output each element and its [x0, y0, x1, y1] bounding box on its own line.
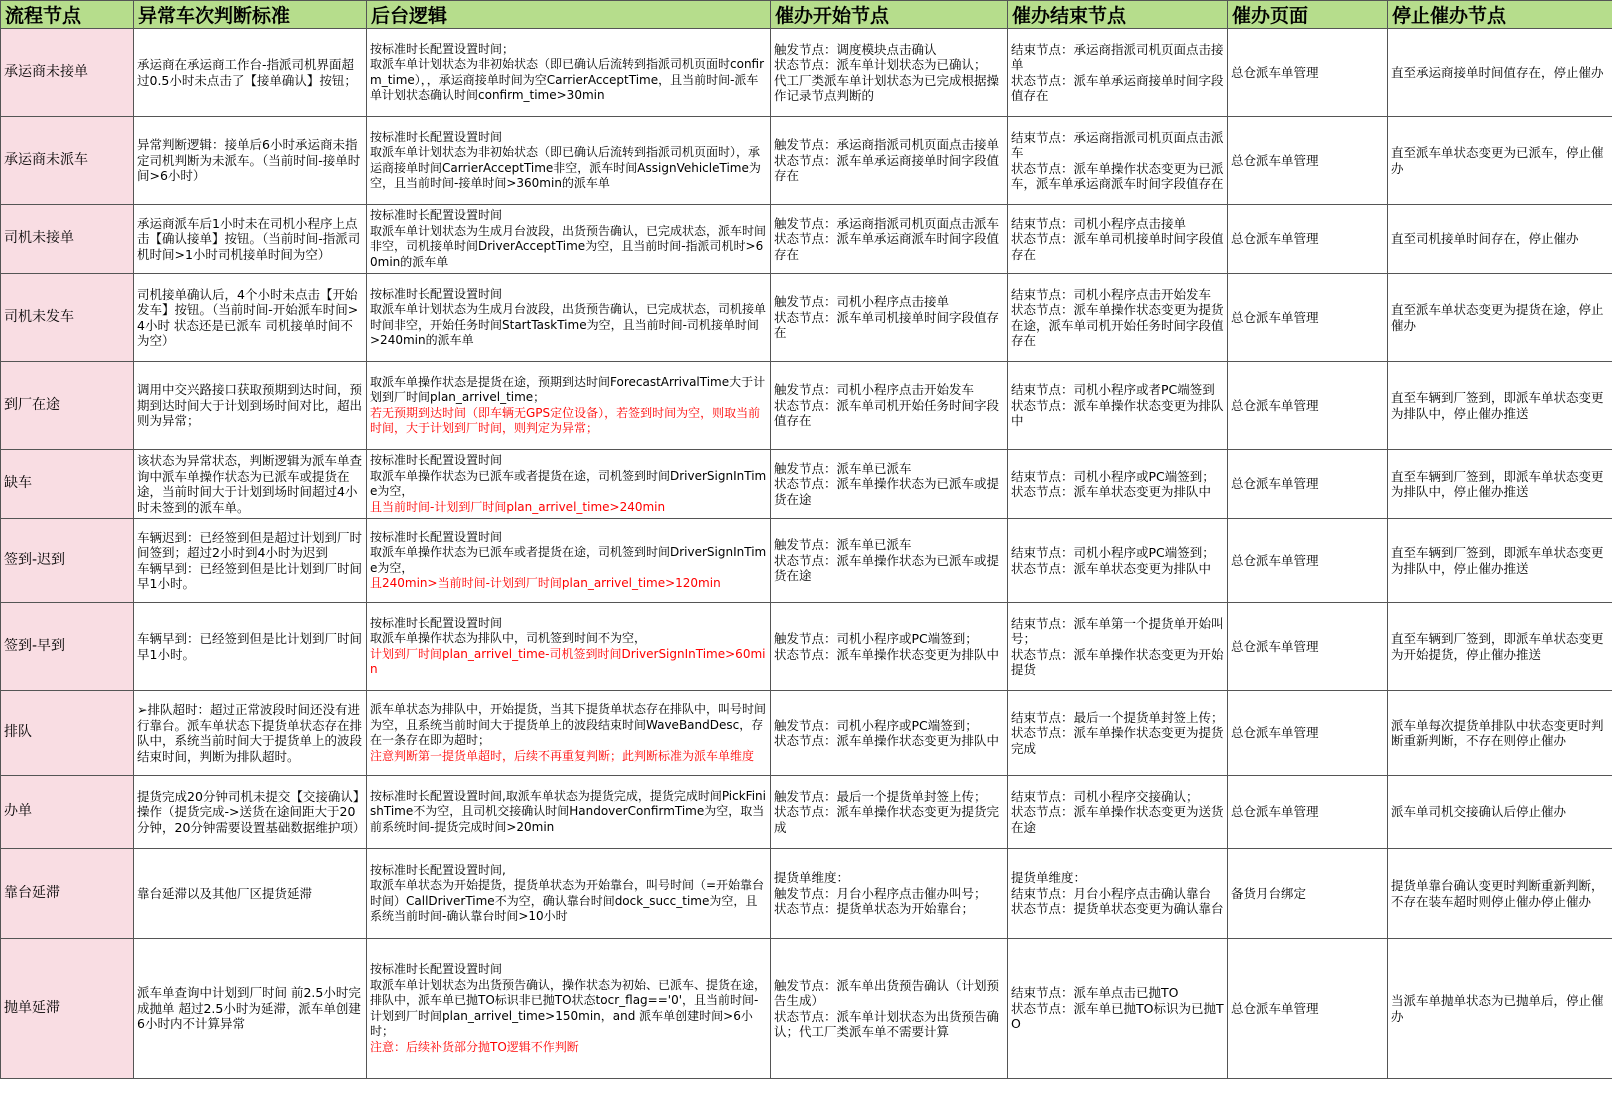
cell-start-node: 触发节点：派车单已派车 状态节点：派车单操作状态为已派车或提货在途 [771, 450, 1008, 519]
table-row [1, 362, 1612, 450]
cell-start-node: 提货单维度： 触发节点：月台小程序点击催办叫号； 状态节点：提货单状态为开始靠台； [771, 849, 1008, 939]
cell-stop-node: 直至司机接单时间存在，停止催办 [1388, 205, 1612, 274]
header-cell-process-node: 流程节点 [1, 1, 134, 29]
cell-criteria: ➢排队超时：超过正常波段时间还没有进行靠台。派车单状态下提货单状态存在排队中，系统当前时间大于提货单上的波段结束时间，判断为排队超时。 [134, 691, 367, 776]
cell-end-node: 结束节点：司机小程序或者PC端签到 状态节点：派车单操作状态变更为排队中 [1008, 362, 1228, 450]
cell-criteria: 承运商派车后1小时未在司机小程序上点击【确认接单】按钮。（当前时间-指派司机时间>1小时司机接单时间为空） [134, 205, 367, 274]
cell-page: 总仓派车单管理 [1228, 519, 1388, 603]
cell-stop-node: 直至承运商接单时间值存在，停止催办 [1388, 29, 1612, 117]
cell-start-node: 触发节点：司机小程序或PC端签到； 状态节点：派车单操作状态变更为排队中 [771, 691, 1008, 776]
cell-page: 总仓派车单管理 [1228, 117, 1388, 205]
logic-highlight-text: 注意判断第一提货单超时，后续不再重复判断；此判断标准为派车单维度 [370, 748, 755, 763]
cell-criteria: 承运商在承运商工作台-指派司机界面超过0.5小时未点击了【接单确认】按钮； [134, 29, 367, 117]
header-cell-stop-node: 停止催办节点 [1388, 1, 1612, 29]
cell-stop-node: 直至车辆到厂签到，即派车单状态变更为排队中，停止催办推送 [1388, 519, 1612, 603]
cell-criteria: 提货完成20分钟司机未提交【交接确认】操作（提货完成->送货在途间距大于20分钟，20分钟需要设置基础数据维护项） [134, 776, 367, 849]
table-row [1, 29, 1612, 117]
cell-start-node: 触发节点：司机小程序点击接单 状态节点：派车单司机接单时间字段值存在 [771, 274, 1008, 362]
cell-start-node: 触发节点：调度模块点击确认 状态节点：派车单计划状态为已确认； 代工厂类派车单计划状态为已完成根据操作记录节点判断的 [771, 29, 1008, 117]
cell-end-node: 结束节点：司机小程序或PC端签到； 状态节点：派车单状态变更为排队中 [1008, 519, 1228, 603]
header-cell-backend-logic: 后台逻辑 [367, 1, 771, 29]
table-row [1, 849, 1612, 939]
cell-backend-logic [367, 450, 771, 519]
header-cell-page: 催办页面 [1228, 1, 1388, 29]
cell-backend-logic [367, 205, 771, 274]
logic-text: 按标准时长配置设置时间 取派车单计划状态为生成月台波段，出货预告确认，已完成状态，派车时间非空，司机接单时间DriverAcceptTime为空，且当前时间-指派司机时>60min的派车单 [370, 208, 767, 269]
cell-backend-logic [367, 362, 771, 450]
logic-highlight-text: 若无预期到达时间（即车辆无GPS定位设备），若签到时间为空，则取当前时间，大于计划到厂时间，则判定为异常； [370, 405, 761, 435]
logic-text: 按标准时长配置设置时间,取派车单状态为提货完成，提货完成时间PickFinishTime不为空，且司机交接确认时间HandoverConfirmTime为空，取当前系统时间-提货完成时间>20min [370, 788, 766, 834]
cell-end-node: 结束节点：承运商指派司机页面点击接单 状态节点：派车单承运商接单时间字段值存在 [1008, 29, 1228, 117]
cell-page: 总仓派车单管理 [1228, 362, 1388, 450]
cell-criteria: 车辆迟到：已经签到但是超过计划到厂时间签到；超过2小时到4小时为迟到 车辆早到：已经签到但是比计划到厂时间早1小时。 [134, 519, 367, 603]
cell-criteria: 调用中交兴路接口获取预期到达时间，预期到达时间大于计划到场时间对比，超出则为异常； [134, 362, 367, 450]
cell-process-node: 承运商未接单 [1, 29, 134, 117]
cell-process-node: 司机未发车 [1, 274, 134, 362]
cell-stop-node: 派车单每次提货单排队中状态变更时判断重新判断，不存在则停止催办 [1388, 691, 1612, 776]
logic-text: 按标准时长配置设置时间； 取派车单计划状态为非初始状态（即已确认后流转到指派司机页面时confirm_time），，承运商接单时间为空CarrierAcceptTime，且当前时间-派车单计划状态确认时间confirm_time>30min [370, 41, 765, 102]
cell-start-node: 触发节点：承运商指派司机页面点击派车 状态节点：派车单承运商派车时间字段值存在 [771, 205, 1008, 274]
table-row [1, 450, 1612, 519]
cell-backend-logic [367, 519, 771, 603]
cell-start-node: 触发节点：承运商指派司机页面点击接单 状态节点：派车单承运商接单时间字段值存在 [771, 117, 1008, 205]
cell-end-node: 结束节点：承运商指派司机页面点击派车 状态节点：派车单操作状态变更为已派车，派车单承运商派车时间字段值存在 [1008, 117, 1228, 205]
cell-criteria: 车辆早到：已经签到但是比计划到厂时间早1小时。 [134, 603, 367, 691]
cell-stop-node: 直至派车单状态变更为提货在途，停止催办 [1388, 274, 1612, 362]
cell-end-node: 结束节点：派车单点击已抛TO 状态节点：派车单已抛TO标识为已抛TO [1008, 939, 1228, 1079]
cell-process-node: 抛单延滞 [1, 939, 134, 1079]
cell-criteria: 异常判断逻辑：接单后6小时承运商未指定司机判断为未派车。（当前时间-接单时间>6小时） [134, 117, 367, 205]
table-row [1, 274, 1612, 362]
table-row [1, 776, 1612, 849]
header-cell-criteria: 异常车次判断标准 [134, 1, 367, 29]
header-cell-start-node: 催办开始节点 [771, 1, 1008, 29]
cell-backend-logic [367, 939, 771, 1079]
logic-text: 按标准时长配置设置时间, 取派车单状态为开始提货，提货单状态为开始靠台，叫号时间（=开始靠台时间）CallDriverTime不为空，确认靠台时间dock_succ_time为空，且系统当前时间-确认靠台时间>10小时 [370, 862, 765, 923]
header-row [1, 1, 1612, 29]
cell-process-node: 签到-迟到 [1, 519, 134, 603]
cell-end-node: 结束节点：司机小程序交接确认； 状态节点：派车单操作状态变更为送货在途 [1008, 776, 1228, 849]
logic-highlight-text: 且当前时间-计划到厂时间plan_arrivel_time>240min [370, 499, 666, 514]
cell-end-node: 提货单维度： 结束节点：月台小程序点击确认靠台 状态节点：提货单状态变更为确认靠台 [1008, 849, 1228, 939]
cell-page: 总仓派车单管理 [1228, 205, 1388, 274]
logic-text: 按标准时长配置设置时间 取派车单操作状态为排队中，司机签到时间不为空， [370, 615, 647, 645]
cell-page: 总仓派车单管理 [1228, 939, 1388, 1079]
table-row [1, 519, 1612, 603]
logic-text: 按标准时长配置设置时间 取派车单计划状态为出货预告确认，操作状态为初始、已派车、提货在途，排队中，派车单已抛TO标识非已抛TO状态tocr_flag=='0'，且当前时间-计划到厂时间plan_arrivel_time>150min，and 派车单创建时间>6小时； [370, 962, 767, 1038]
cell-process-node: 司机未接单 [1, 205, 134, 274]
cell-criteria: 派车单查询中计划到厂时间 前2.5小时完成抛单 超过2.5小时为延滞，派车单创建6小时内不计算异常 [134, 939, 367, 1079]
cell-page: 总仓派车单管理 [1228, 776, 1388, 849]
cell-process-node: 靠台延滞 [1, 849, 134, 939]
cell-backend-logic [367, 691, 771, 776]
cell-page: 总仓派车单管理 [1228, 450, 1388, 519]
cell-start-node: 触发节点：司机小程序点击开始发车 状态节点：派车单司机开始任务时间字段值存在 [771, 362, 1008, 450]
logic-text: 按标准时长配置设置时间 取派车单计划状态为生成月台波段，出货预告确认，已完成状态，司机接单时间非空，开始任务时间StartTaskTime为空，且当前时间-司机接单时间>240min的派车单 [370, 286, 767, 347]
cell-page: 备货月台绑定 [1228, 849, 1388, 939]
cell-backend-logic [367, 776, 771, 849]
table-row [1, 603, 1612, 691]
cell-stop-node: 直至派车单状态变更为已派车，停止催办 [1388, 117, 1612, 205]
cell-backend-logic [367, 29, 771, 117]
cell-start-node: 触发节点：派车单出货预告确认（计划预告生成） 状态节点：派车单计划状态为出货预告确认；代工厂类派车单不需要计算 [771, 939, 1008, 1079]
header-cell-end-node: 催办结束节点 [1008, 1, 1228, 29]
cell-end-node: 结束节点：司机小程序点击接单 状态节点：派车单司机接单时间字段值存在 [1008, 205, 1228, 274]
logic-text: 取派车单操作状态是提货在途，预期到达时间ForecastArrivalTime大于计划到厂时间plan_arrivel_time； [370, 374, 766, 404]
cell-backend-logic [367, 603, 771, 691]
cell-stop-node: 直至车辆到厂签到，即派车单状态变更为开始提货，停止催办推送 [1388, 603, 1612, 691]
cell-process-node: 承运商未派车 [1, 117, 134, 205]
cell-stop-node: 直至车辆到厂签到，即派车单状态变更为排队中，停止催办推送 [1388, 450, 1612, 519]
table-row [1, 939, 1612, 1079]
logic-text: 按标准时长配置设置时间 取派车单操作状态为已派车或者提货在途，司机签到时间DriverSignInTime为空， [370, 453, 767, 498]
cell-page: 总仓派车单管理 [1228, 603, 1388, 691]
table-row [1, 205, 1612, 274]
logic-text: 派车单状态为排队中，开始提货，当其下提货单状态存在排队中，叫号时间为空，且系统当前时间大于提货单上的波段结束时间WaveBandDesc，存在一条存在即为超时； [370, 702, 767, 747]
cell-criteria: 司机接单确认后，4个小时未点击【开始发车】按钮。（当前时间-开始派车时间>4小时 状态还是已派车 司机接单时间不为空） [134, 274, 367, 362]
cell-end-node: 结束节点：最后一个提货单封签上传； 状态节点：派车单操作状态变更为提货完成 [1008, 691, 1228, 776]
cell-page: 总仓派车单管理 [1228, 274, 1388, 362]
cell-start-node: 触发节点：司机小程序或PC端签到； 状态节点：派车单操作状态变更为排队中 [771, 603, 1008, 691]
cell-stop-node: 当派车单抛单状态为已抛单后，停止催办 [1388, 939, 1612, 1079]
cell-backend-logic [367, 117, 771, 205]
cell-criteria: 该状态为异常状态，判断逻辑为派车单查询中派车单操作状态为已派车或提货在途，当前时间大于计划到场时间超过4小时未签到的派车单。 [134, 450, 367, 519]
cell-start-node: 触发节点：派车单已派车 状态节点：派车单操作状态为已派车或提货在途 [771, 519, 1008, 603]
cell-process-node: 到厂在途 [1, 362, 134, 450]
table-row [1, 117, 1612, 205]
cell-start-node: 触发节点：最后一个提货单封签上传； 状态节点：派车单操作状态变更为提货完成 [771, 776, 1008, 849]
logic-highlight-text: 注意：后续补货部分抛TO逻辑不作判断 [370, 1039, 579, 1054]
table-row [1, 691, 1612, 776]
cell-stop-node: 提货单靠台确认变更时判断重新判断，不存在装车超时则停止催办停止催办 [1388, 849, 1612, 939]
cell-process-node: 缺车 [1, 450, 134, 519]
logic-text: 按标准时长配置设置时间 取派车单操作状态为已派车或者提货在途，司机签到时间DriverSignInTime为空， [370, 529, 767, 575]
cell-process-node: 排队 [1, 691, 134, 776]
cell-criteria: 靠台延滞以及其他厂区提货延滞 [134, 849, 367, 939]
cell-backend-logic [367, 274, 771, 362]
cell-stop-node: 派车单司机交接确认后停止催办 [1388, 776, 1612, 849]
cell-page: 总仓派车单管理 [1228, 29, 1388, 117]
cell-stop-node: 直至车辆到厂签到，即派车单状态变更为排队中，停止催办推送 [1388, 362, 1612, 450]
cell-backend-logic [367, 849, 771, 939]
cell-end-node: 结束节点：派车单第一个提货单开始叫号； 状态节点：派车单操作状态变更为开始提货 [1008, 603, 1228, 691]
cell-page: 总仓派车单管理 [1228, 691, 1388, 776]
cell-end-node: 结束节点：司机小程序点击开始发车 状态节点：派车单操作状态变更为提货在途，派车单司机开始任务时间字段值存在 [1008, 274, 1228, 362]
logic-text: 按标准时长配置设置时间 取派车单计划状态为非初始状态（即已确认后流转到指派司机页面时），承运商接单时间CarrierAcceptTime非空，派车时间AssignVehicleTime为空，且当前时间-接单时间>360min的派车单 [370, 129, 761, 190]
cell-process-node: 签到-早到 [1, 603, 134, 691]
cell-end-node: 结束节点：司机小程序或PC端签到； 状态节点：派车单状态变更为排队中 [1008, 450, 1228, 519]
logic-highlight-text: 计划到厂时间plan_arrivel_time-司机签到时间DriverSignInTime>60min [370, 646, 766, 676]
logic-highlight-text: 且240min>当前时间-计划到厂时间plan_arrivel_time>120min [370, 576, 721, 590]
cell-process-node: 办单 [1, 776, 134, 849]
